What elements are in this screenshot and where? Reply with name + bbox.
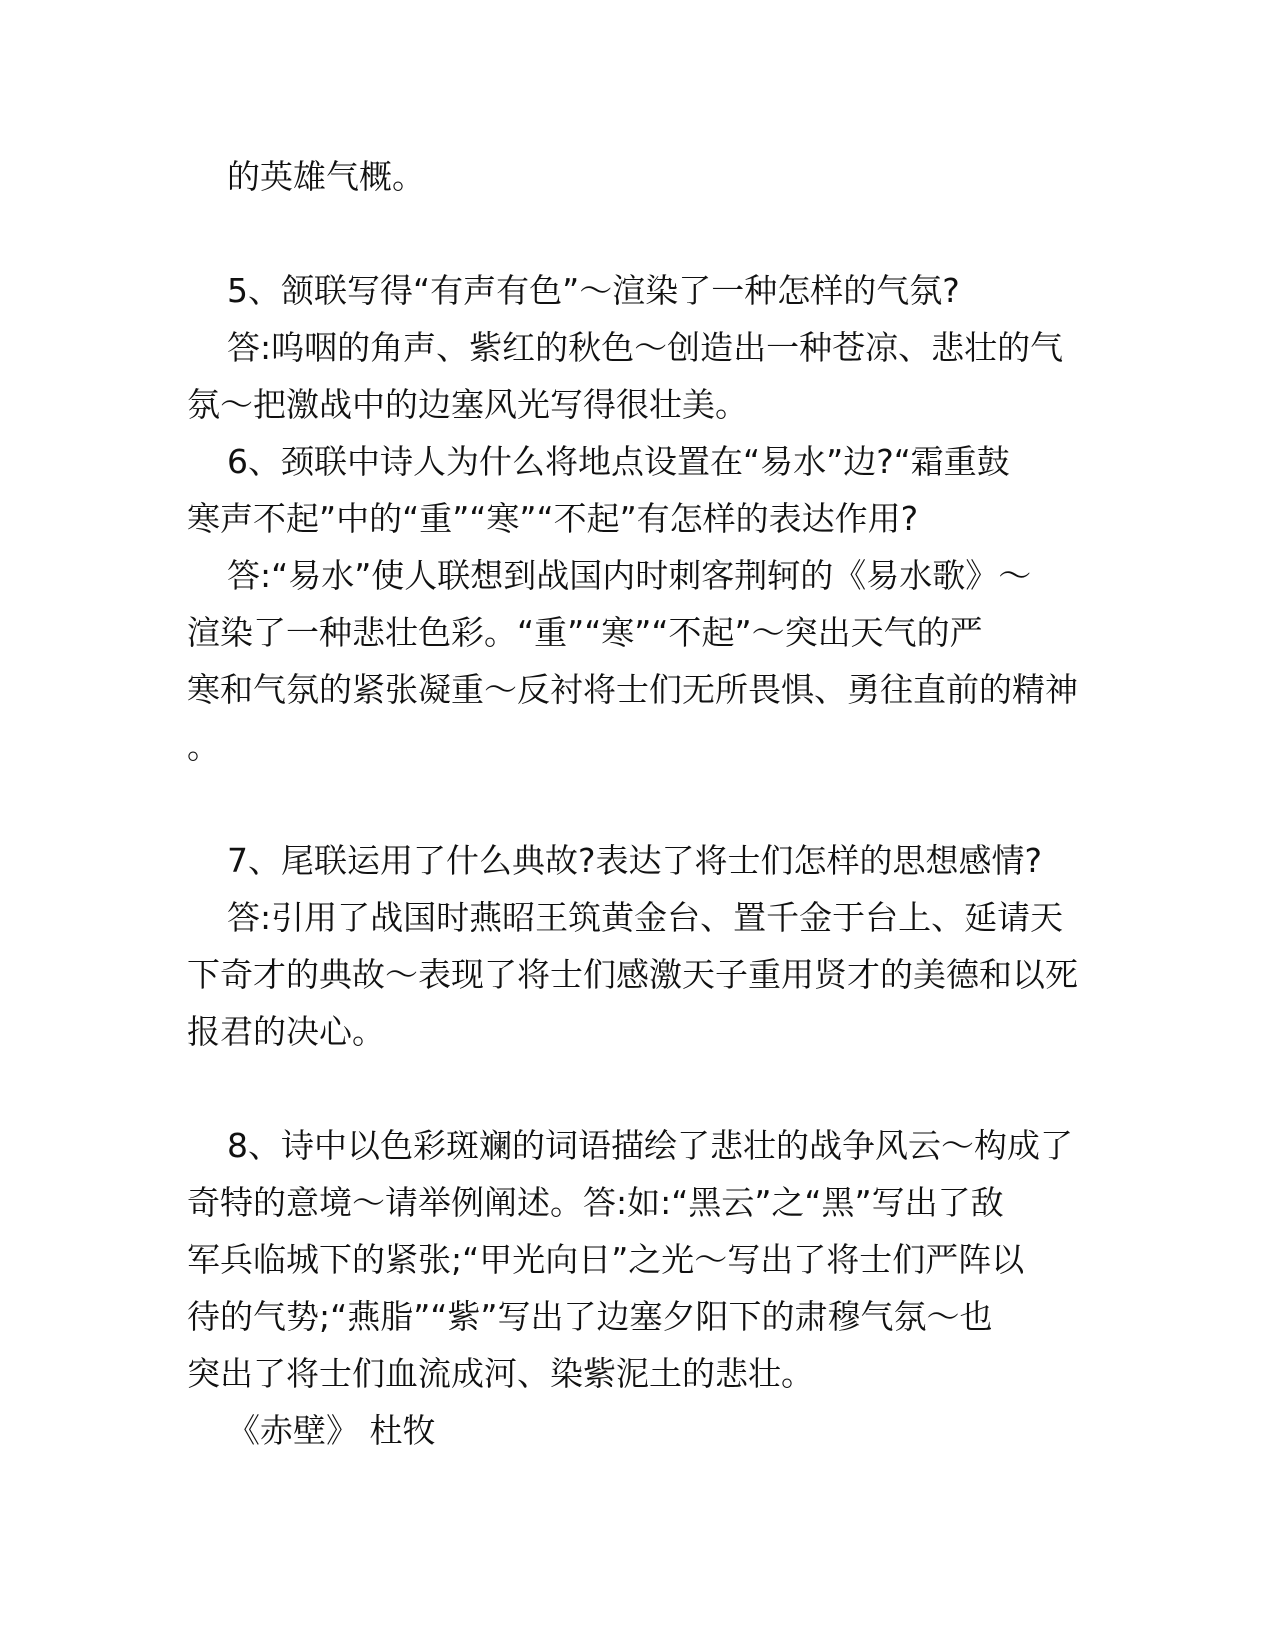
question-8-line-1: 8、诗中以色彩斑斓的词语描绘了悲壮的战争风云～构成了 (227, 1126, 1073, 1165)
blank-line (187, 205, 1087, 262)
answer-6-line-4: 。 (187, 727, 220, 766)
answer-7-line-2: 下奇才的典故～表现了将士们感激天子重用贤才的美德和以死 (187, 955, 1078, 994)
question-7: 7、尾联运用了什么典故?表达了将士们怎样的思想感情? (227, 841, 1043, 880)
document-body (187, 148, 1087, 1459)
question-6-line-1: 6、颈联中诗人为什么将地点设置在“易水”边?“霜重鼓 (227, 442, 1010, 481)
text-line: 的英雄气概。 (227, 157, 425, 196)
blank-line (187, 775, 1087, 832)
question-6-line-2: 寒声不起”中的“重”“寒”“不起”有怎样的表达作用? (187, 499, 919, 538)
answer-5-line-2: 氛～把激战中的边塞风光写得很壮美。 (187, 385, 748, 424)
answer-6-line-2: 渲染了一种悲壮色彩。“重”“寒”“不起”～突出天气的严 (187, 613, 983, 652)
poem-title-line: 《赤壁》 杜牧 (227, 1411, 436, 1450)
answer-5-line-1: 答:呜咽的角声、紫红的秋色～创造出一种苍凉、悲壮的气 (227, 328, 1064, 367)
answer-6-line-1: 答:“易水”使人联想到战国内时刺客荆轲的《易水歌》～ (227, 556, 1032, 595)
question-5: 5、颔联写得“有声有色”～渲染了一种怎样的气氛? (227, 271, 960, 310)
answer-6-line-3: 寒和气氛的紧张凝重～反衬将士们无所畏惧、勇往直前的精神 (187, 670, 1078, 709)
answer-7-line-3: 报君的决心。 (187, 1012, 385, 1051)
question-8-line-2: 奇特的意境～请举例阐述。答:如:“黑云”之“黑”写出了敌 (187, 1183, 1004, 1222)
answer-8-line-1: 军兵临城下的紧张;“甲光向日”之光～写出了将士们严阵以 (187, 1240, 1025, 1279)
blank-line (187, 1060, 1087, 1117)
answer-7-line-1: 答:引用了战国时燕昭王筑黄金台、置千金于台上、延请天 (227, 898, 1064, 937)
answer-8-line-2: 待的气势;“燕脂”“紫”写出了边塞夕阳下的肃穆气氛～也 (187, 1297, 993, 1336)
answer-8-line-3: 突出了将士们血流成河、染紫泥土的悲壮。 (187, 1354, 814, 1393)
